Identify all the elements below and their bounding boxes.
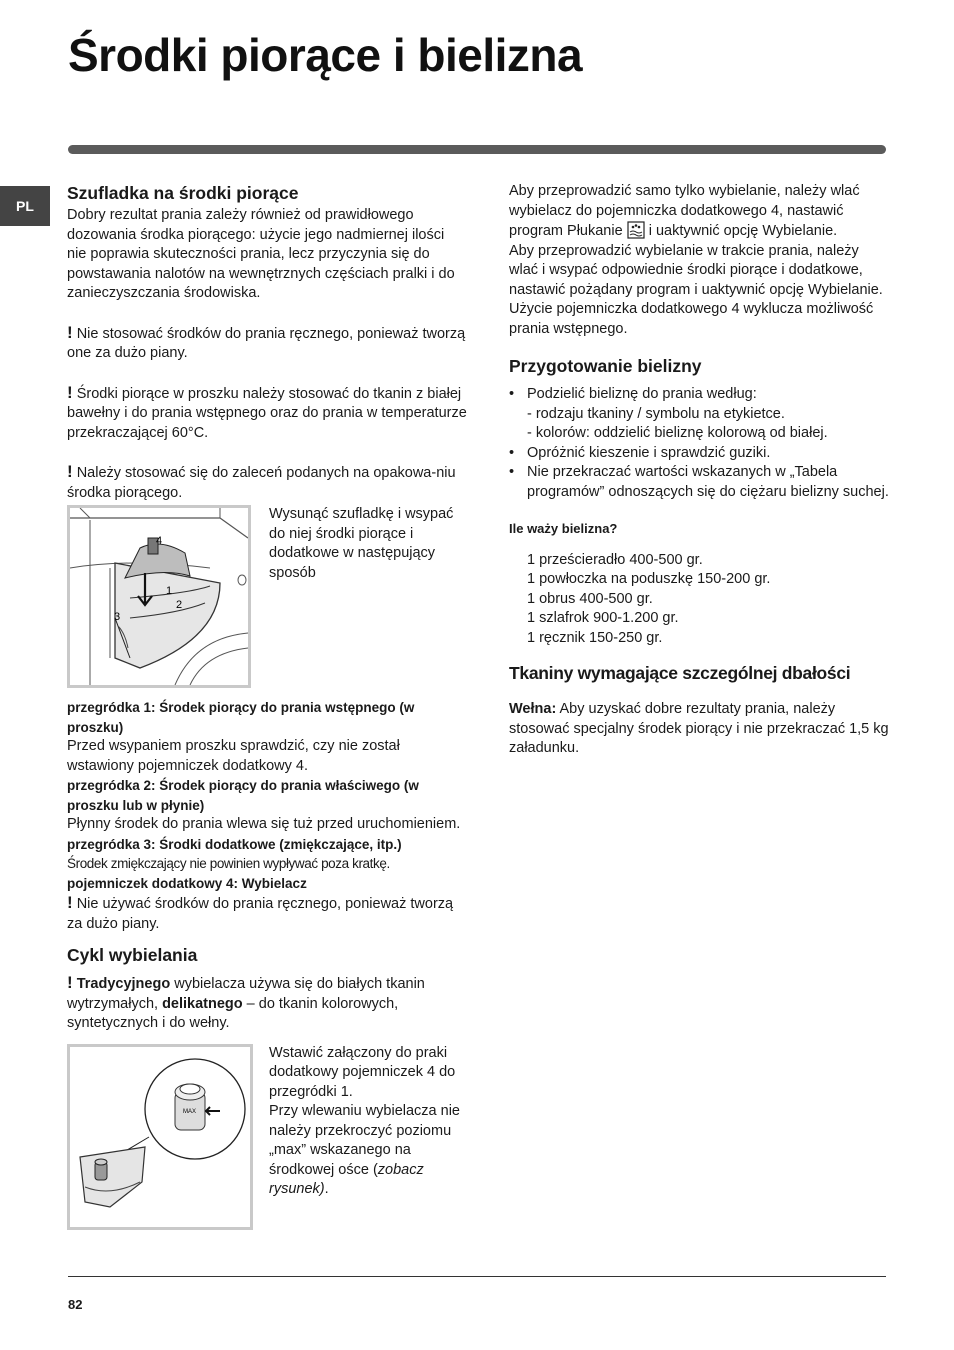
- extra-container-note: Użycie pojemniczka dodatkowego 4 wyklucza możliwość prania wstępnego.: [509, 301, 874, 337]
- drawer-instruction: Wysunąć szufladkę i wsypać do niej środki piorące i dodatkowe w następujący sposób: [269, 506, 454, 581]
- warning-icon: !: [67, 462, 73, 481]
- prep-bullet-3: • Nie przekraczać wartości wskazanych w „Tabela programów” odnoszących się do ciężaru bielizny suchej.: [509, 463, 889, 502]
- warning-icon: !: [67, 973, 73, 992]
- weight-item: 1 ręcznik 150-250 gr.: [527, 629, 663, 646]
- weight-item: 1 powłoczka na poduszkę 150-200 gr.: [527, 571, 771, 587]
- footer-divider: [68, 1276, 886, 1277]
- max-label: MAX: [183, 1108, 197, 1115]
- bleach-paragraph: ! Tradycyjnego wybielacza używa się do białych tkanin wytrzymałych, delikatnego – do tkanin kolorowych, syntetycznych i do wełny.: [67, 973, 425, 1031]
- title-divider: [68, 145, 886, 154]
- language-tab: PL: [0, 186, 50, 226]
- prep-sub-1: - rodzaju tkaniny / symbolu na etykietce.: [527, 405, 785, 422]
- compartment-2-title: przegródka 2: Środek piorący do prania właściwego (w proszku lub w płynie): [67, 778, 419, 813]
- prep-sub-2: - kolorów: oddzielić bieliznę kolorową od białej.: [527, 425, 828, 441]
- compartment-1-text: Przed wsypaniem proszku sprawdzić, czy nie został wstawiony pojemniczek dodatkowy 4.: [67, 738, 400, 774]
- compartment-1-title: przegródka 1: Środek piorący do prania wstępnego (w proszku): [67, 700, 415, 735]
- compartment-2-text: Płynny środek do prania wlewa się tuż przed uruchomieniem.: [67, 816, 461, 832]
- compartment-4-title: pojemniczek dodatkowy 4: Wybielacz: [67, 875, 307, 891]
- drawer-label-1: 1: [166, 585, 173, 597]
- warning-4: ! Nie używać środków do prania ręcznego, ponieważ tworzą za dużo piany.: [67, 893, 454, 932]
- right-column: [509, 182, 889, 759]
- warning-icon: !: [67, 382, 73, 402]
- compartment-3-title: przegródka 3: Środki dodatkowe (zmiękczające, itp.): [67, 836, 402, 852]
- weight-item: 1 prześcieradło 400-500 gr.: [527, 551, 703, 568]
- warning-icon: !: [67, 322, 73, 342]
- warning-icon: !: [67, 893, 73, 912]
- page-title: Środki piorące i bielizna: [68, 29, 583, 81]
- weight-heading: Ile waży bielizna?: [509, 521, 618, 536]
- section-heading-delicate: Tkaniny wymagające szczególnej dbałości: [509, 663, 851, 683]
- weight-item: 1 obrus 400-500 gr.: [527, 590, 653, 607]
- drawer-illustration: [67, 505, 251, 688]
- compartment-3-text: Środek zmiękczający nie powinien wypływać poza kratkę.: [67, 856, 390, 871]
- bleach-cup-image: [70, 1047, 250, 1227]
- weight-item: 1 szlafrok 900-1.200 gr.: [527, 610, 679, 626]
- drawer-label-3: 3: [114, 611, 121, 623]
- section-heading-prep: Przygotowanie bielizny: [509, 356, 702, 376]
- prep-bullet-1: • Podzielić bieliznę do prania według:: [509, 385, 889, 405]
- page-number: 82: [68, 1297, 83, 1312]
- drawer-label-2: 2: [176, 599, 183, 611]
- weight-list: [509, 551, 889, 649]
- warning-1: ! Nie stosować środków do prania ręcznego, ponieważ tworzą one za dużo piany.: [67, 322, 466, 361]
- bleach-level-text: Przy wlewaniu wybielacza nie należy przekroczyć poziomu „max” wskazanego na środkowej ośce (zobacz rysunek).: [269, 1103, 460, 1197]
- wool-paragraph: Wełna: Aby uzyskać dobre rezultaty prania, należy stosować specjalny środek piorący i nie przekraczać 1,5 kg załadunku.: [509, 701, 889, 756]
- drawer-label-4: 4: [156, 535, 163, 547]
- section-heading-bleach: Cykl wybielania: [67, 945, 198, 965]
- left-column: [67, 182, 467, 1230]
- warning-3: ! Należy stosować się do zaleceń podanych na opakowa-niu środka piorącego.: [67, 462, 456, 501]
- bleach-only-paragraph: Aby przeprowadzić samo tylko wybielanie, należy wlać wybielacz do pojemniczka dodatkowego 4, nastawić program Płukanie i uaktywnić opcję Wybielanie.: [509, 183, 860, 239]
- warning-2: ! Środki piorące w proszku należy stosować do tkanin z białej bawełny i do prania wstępnego oraz do prania w temperaturze przekraczającej 60°C.: [67, 382, 467, 441]
- intro-paragraph: Dobry rezultat prania zależy również od prawidłowego dozowania środka piorącego: użycie jego nadmiernej ilości nie poprawia skuteczności prania, lecz przyczynia się do powstawania nalotów na wewnętrznych częściach pralki i do zanieczyszczania środowiska.: [67, 207, 455, 301]
- bleach-container-illustration: [67, 1044, 253, 1230]
- section-heading-drawer: Szufladka na środki piorące: [67, 183, 299, 203]
- rinse-program-icon: [627, 221, 645, 239]
- detergent-drawer-image: [70, 508, 248, 685]
- bleach-insert-text: Wstawić załączony do praki dodatkowy pojemniczek 4 do przegródki 1.: [269, 1044, 456, 1100]
- prep-bullet-2: • Opróżnić kieszenie i sprawdzić guziki.: [509, 444, 889, 464]
- bleach-during-wash-paragraph: Aby przeprowadzić wybielanie w trakcie prania, należy wlać i wsypać odpowiednie środki piorące i dodatkowe, nastawić pożądany program i uaktywnić opcję Wybielanie.: [509, 242, 883, 298]
